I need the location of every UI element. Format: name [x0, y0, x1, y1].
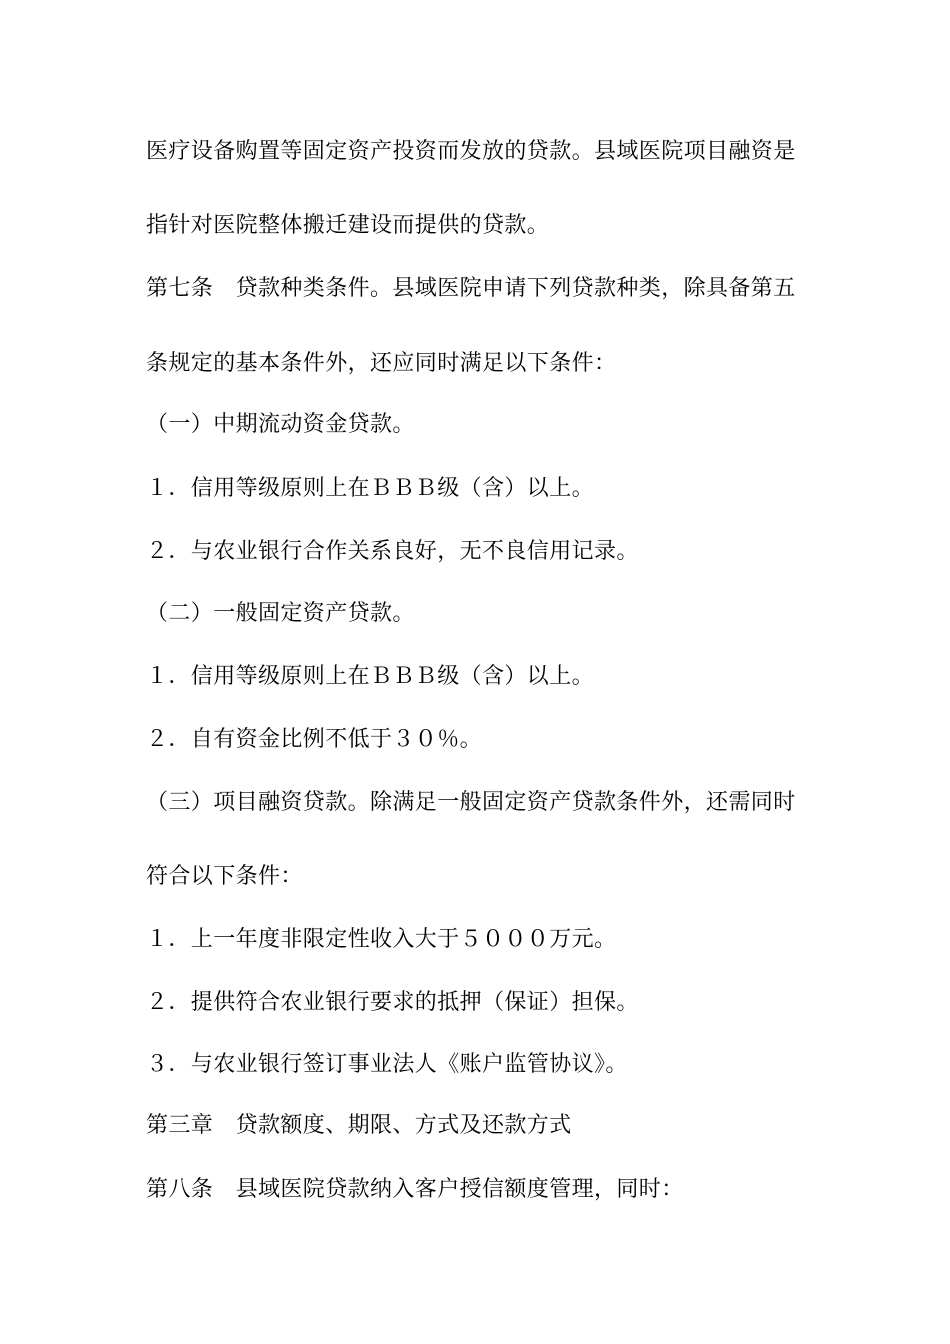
paragraph-line: 医疗设备购置等固定资产投资而发放的贷款。县域医院项目融资是 — [146, 139, 796, 164]
list-section-heading: （三）项目融资贷款。除满足一般固定资产贷款条件外，还需同时 — [146, 790, 796, 815]
list-item: １．信用等级原则上在ＢＢＢ级（含）以上。 — [146, 664, 595, 689]
paragraph-line: 符合以下条件： — [146, 864, 303, 889]
article-7-heading-line: 第七条 贷款种类条件。县域医院申请下列贷款种类，除具备第五 — [146, 276, 796, 301]
list-item: ２．与农业银行合作关系良好，无不良信用记录。 — [146, 539, 639, 564]
paragraph-line: 指针对医院整体搬迁建设而提供的贷款。 — [146, 213, 550, 238]
chapter-3-heading: 第三章 贷款额度、期限、方式及还款方式 — [146, 1113, 572, 1138]
list-section-heading: （一）中期流动资金贷款。 — [146, 412, 415, 437]
list-item: ３．与农业银行签订事业法人《账户监管协议》。 — [146, 1052, 628, 1077]
article-8-heading-line: 第八条 县域医院贷款纳入客户授信额度管理，同时： — [146, 1177, 684, 1202]
paragraph-line: 条规定的基本条件外，还应同时满足以下条件： — [146, 351, 617, 376]
list-item: ２．自有资金比例不低于３０％。 — [146, 727, 483, 752]
list-item: １．上一年度非限定性收入大于５０００万元。 — [146, 927, 617, 952]
list-item: ２．提供符合农业银行要求的抵押（保证）担保。 — [146, 990, 639, 1015]
list-item: １．信用等级原则上在ＢＢＢ级（含）以上。 — [146, 476, 595, 501]
list-section-heading: （二）一般固定资产贷款。 — [146, 601, 415, 626]
